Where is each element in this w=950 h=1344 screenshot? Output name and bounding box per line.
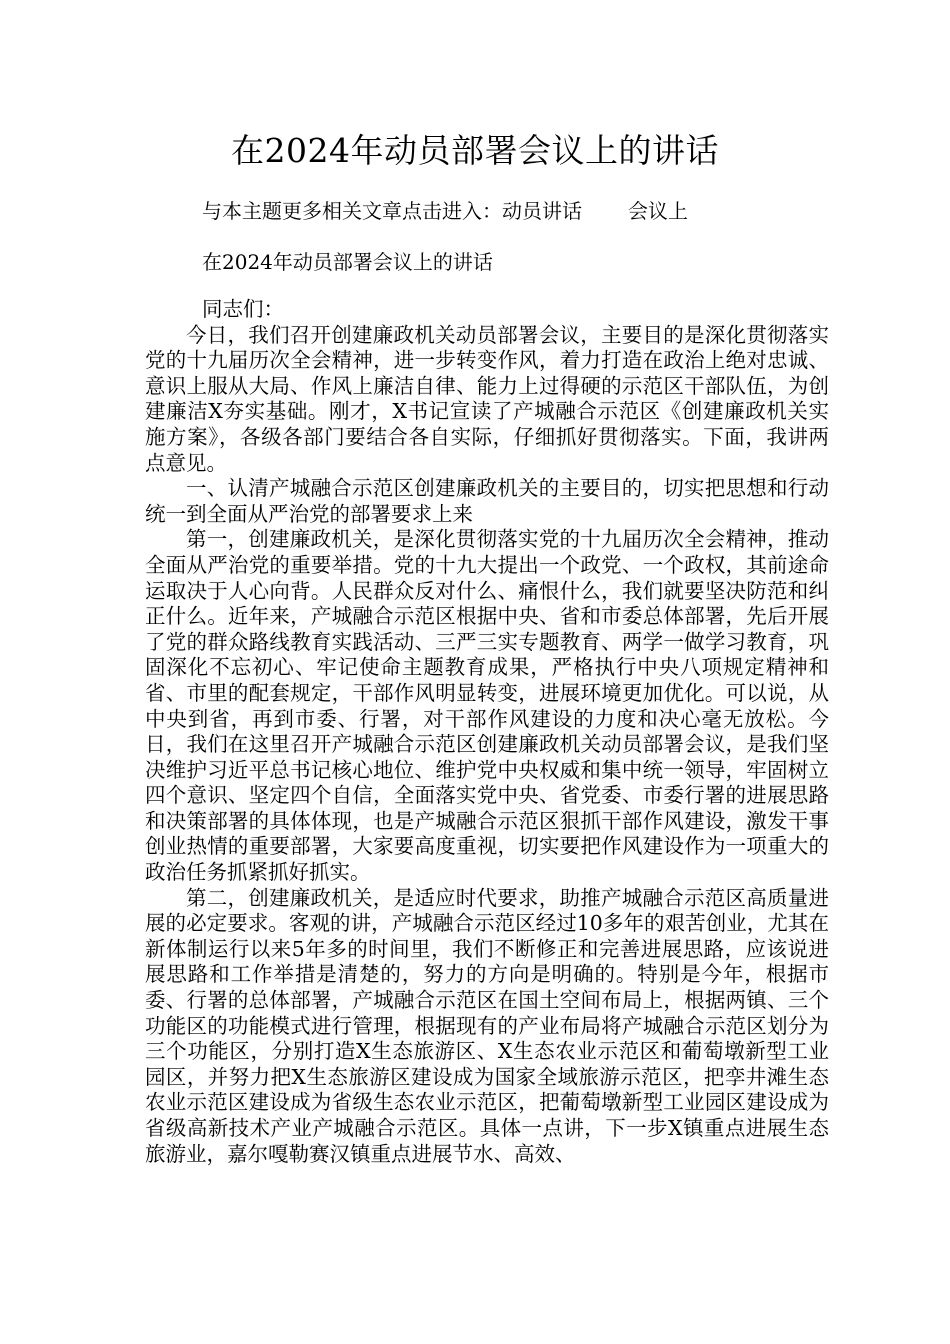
related-link-meeting[interactable]: 会议上 (628, 199, 688, 223)
body-paragraph: 第二，创建廉政机关，是适应时代要求，助推产城融合示范区高质量进展的必定要求。客观的讲，产城融合示范区经过10多年的艰苦创业，尤其在新体制运行以来5年多的时间里，我们不断修正和完善进展思路，应该说进展思路和工作举措是清楚的，努力的方向是明确的。特别是今年，根据市委、行署的总体部署，产城融合示范区在国土空间布局上，根据两镇、三个功能区的功能模式进行管理，根据现有的产业布局将产城融合示范区划分为三个功能区，分别打造X生态旅游区、X生态农业示范区和葡萄墩新型工业园区，并努力把X生态旅游区建设成为国家全域旅游示范区，把孪井滩生态农业示范区建设成为省级生态农业示范区，把葡萄墩新型工业园区建设成为省级高新技术产业产城融合示范区。具体一点讲，下一步X镇重点进展生态旅游业，嘉尔嘎勒赛汉镇重点进展节水、高效、 (145, 885, 829, 1166)
salutation: 同志们： (202, 297, 284, 321)
document-subtitle: 在2024年动员部署会议上的讲话 (202, 250, 493, 274)
document-body (145, 297, 829, 1167)
related-link-mobilization-speech[interactable]: 动员讲话 (502, 199, 582, 223)
body-paragraph: 今日，我们召开创建廉政机关动员部署会议，主要目的是深化贯彻落实党的十九届历次全会精神，进一步转变作风，着力打造在政治上绝对忠诚、意识上服从大局、作风上廉洁自律、能力上过得硬的示范区干部队伍，为创建廉洁X夯实基础。刚才，X书记宣读了产城融合示范区《创建廉政机关实施方案》，各级各部门要结合各自实际，仔细抓好贯彻落实。下面，我讲两点意见。 (145, 322, 829, 475)
section-heading: 一、认清产城融合示范区创建廉政机关的主要目的，切实把思想和行动统一到全面从严治党的部署要求上来 (145, 476, 829, 526)
page-title: 在2024年动员部署会议上的讲话 (231, 131, 719, 170)
related-prefix: 与本主题更多相关文章点击进入： (202, 199, 502, 223)
related-articles (202, 196, 688, 226)
body-paragraph: 第一，创建廉政机关，是深化贯彻落实党的十九届历次全会精神，推动全面从严治党的重要举措。党的十九大提出一个政党、一个政权，其前途命运取决于人心向背。人民群众反对什么、痛恨什么，我们就要坚决防范和纠正什么。近年来，产城融合示范区根据中央、省和市委总体部署，先后开展了党的群众路线教育实践活动、三严三实专题教育、两学一做学习教育，巩固深化不忘初心、牢记使命主题教育成果，严格执行中央八项规定精神和省、市里的配套规定，干部作风明显转变，进展环境更加优化。可以说，从中央到省，再到市委、行署，对干部作风建设的力度和决心毫无放松。今日，我们在这里召开产城融合示范区创建廉政机关动员部署会议，是我们坚决维护习近平总书记核心地位、维护党中央权威和集中统一领导，牢固树立四个意识、坚定四个自信，全面落实党中央、省党委、市委行署的进展思路和决策部署的具体体现，也是产城融合示范区狠抓干部作风建设，激发干事创业热情的重要部署，大家要高度重视，切实要把作风建设作为一项重大的政治任务抓紧抓好抓实。 (145, 527, 829, 885)
